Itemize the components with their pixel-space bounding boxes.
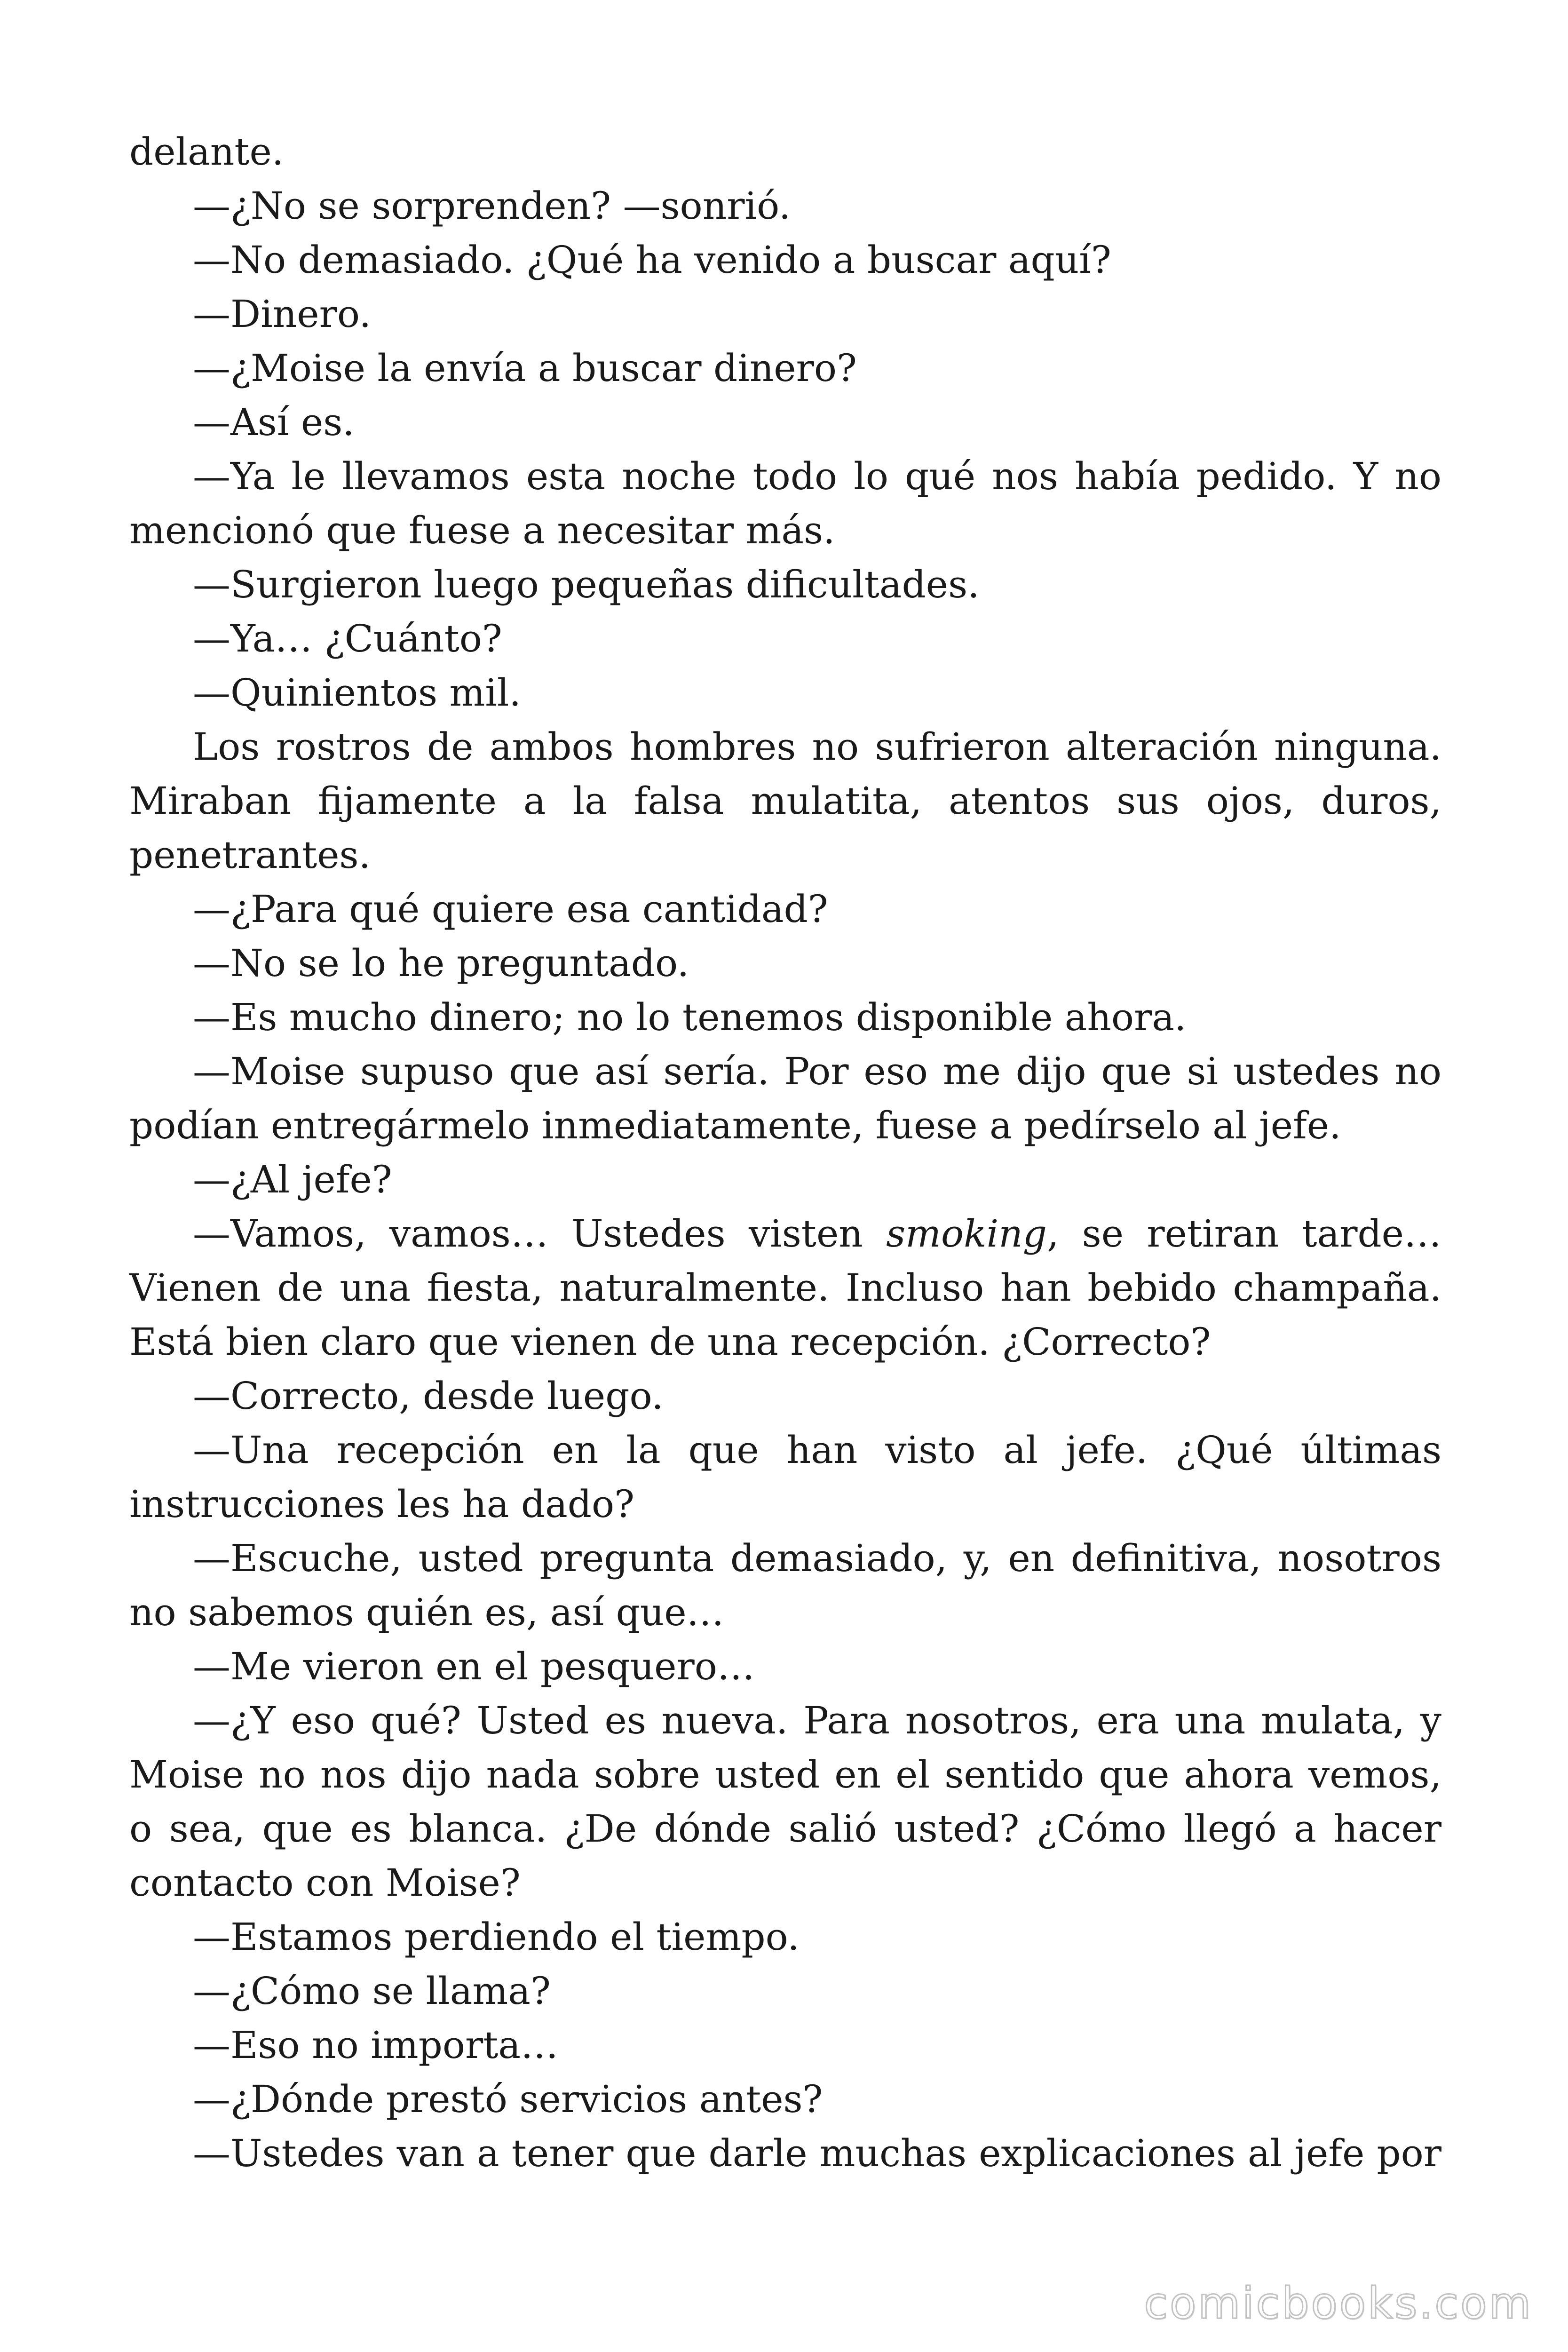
- paragraph: —Eso no importa…: [193, 2023, 559, 2067]
- paragraph: —¿Moise la envía a buscar dinero?: [193, 346, 857, 390]
- paragraph: —Así es.: [193, 400, 355, 444]
- paragraph: delante.: [129, 130, 284, 174]
- paragraph: —Correcto, desde luego.: [193, 1374, 664, 1418]
- paragraph: —Escuche, usted pregunta demasiado, y, en definitiva, nosotros no sabemos quién es, así que…: [129, 1536, 1441, 1634]
- paragraph: —¿Y eso qué? Usted es nueva. Para nosotros, era una mulata, y Moise no nos dijo nada sobre usted en el sentido que ahora vemos, o sea, que es blanca. ¿De dónde salió usted? ¿Cómo llegó a hacer contacto con Moise?: [129, 1699, 1441, 1905]
- italic-word: smoking: [886, 1212, 1047, 1255]
- paragraph: —Ustedes van a tener que darle muchas explicaciones al jefe por: [193, 2131, 1441, 2175]
- paragraph: —Ya le llevamos esta noche todo lo qué nos había pedido. Y no mencionó que fuese a necesitar más.: [129, 454, 1441, 552]
- paragraph: —Es mucho dinero; no lo tenemos disponible ahora.: [193, 995, 1187, 1039]
- paragraph: —No se lo he preguntado.: [193, 941, 689, 985]
- paragraph: —¿Cómo se llama?: [193, 1969, 551, 2013]
- watermark: comicbooks.com: [1144, 2278, 1533, 2328]
- paragraph: —Una recepción en la que han visto al jefe. ¿Qué últimas instrucciones les ha dado?: [129, 1428, 1441, 1526]
- paragraph: —¿Al jefe?: [193, 1158, 392, 1201]
- paragraph: Los rostros de ambos hombres no sufrieron alteración ninguna. Miraban fijamente a la falsa mulatita, atentos sus ojos, duros, penetrantes.: [129, 725, 1441, 877]
- paragraph: —¿Dónde prestó servicios antes?: [193, 2077, 823, 2121]
- paragraph-text: , se retiran tarde… Vienen de una fiesta, naturalmente. Incluso han bebido champaña. Está bien claro que vienen de una recepción. ¿Correcto?: [129, 1212, 1442, 1364]
- paragraph: —No demasiado. ¿Qué ha venido a buscar aquí?: [193, 238, 1111, 282]
- paragraph: —Ya… ¿Cuánto?: [193, 617, 502, 660]
- paragraph: —Estamos perdiendo el tiempo.: [193, 1915, 800, 1959]
- paragraph: —Me vieron en el pesquero…: [193, 1645, 755, 1688]
- paragraph: —¿No se sorprenden? —sonrió.: [193, 184, 791, 228]
- paragraph: —¿Para qué quiere esa cantidad?: [193, 887, 828, 931]
- paragraph: —Moise supuso que así sería. Por eso me dijo que si ustedes no podían entregármelo inmediatamente, fuese a pedírselo al jefe.: [129, 1049, 1441, 1147]
- paragraph: —Quinientos mil.: [193, 671, 521, 715]
- body-text: [129, 125, 1441, 2180]
- paragraph: —Dinero.: [193, 292, 372, 336]
- paragraph-text: —Vamos, vamos… Ustedes visten: [193, 1212, 887, 1255]
- paragraph-with-italic: [129, 1207, 1441, 1369]
- paragraph: —Surgieron luego pequeñas dificultades.: [193, 563, 980, 606]
